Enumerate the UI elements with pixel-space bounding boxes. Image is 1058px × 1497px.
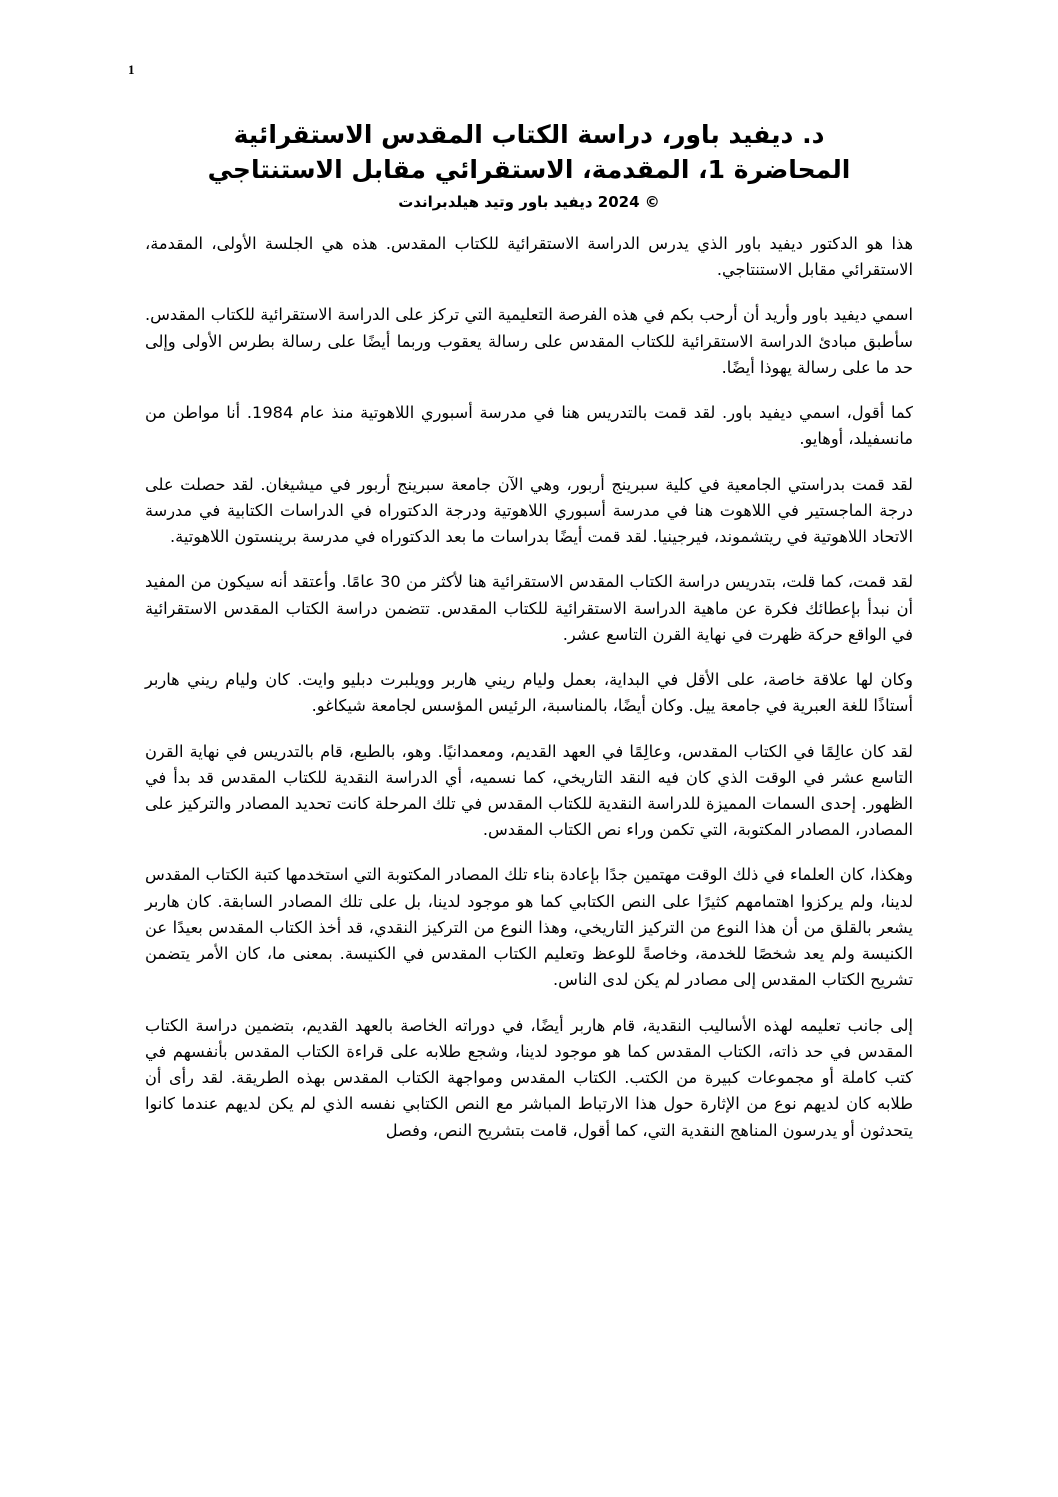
- page-number: 1: [128, 62, 135, 77]
- paragraph: إلى جانب تعليمه لهذه الأساليب النقدية، قام هاربر أيضًا، في دوراته الخاصة بالعهد القديم، بتضمين دراسة الكتاب المقدس في حد ذاته، الكتاب المقدس كما هو موجود لدينا، وشجع طلابه على قراءة الكتاب المقدس بأنفسهم في كتب كاملة أو مجموعات كبيرة من الكتب. الكتاب المقدس ومواجهة الكتاب المقدس بهذه الطريقة. لقد رأى أن طلابه كان لديهم نوع من الإثارة حول هذا الارتباط المباشر مع النص الكتابي نفسه الذي لم يكن لديهم عندما كانوا يتحدثون أو يدرسون المناهج النقدية التي، كما أقول، قامت بتشريح النص، وفصل: [145, 1015, 913, 1140]
- paragraph: وكان لها علاقة خاصة، على الأقل في البداية، بعمل وليام ريني هاربر وويلبرت دبليو وايت. كان وليام ريني هاربر أستاذًا للغة العبرية في جامعة ييل. وكان أيضًا، بالمناسبة، الرئيس المؤسس لجامعة شيكاغو.: [145, 670, 913, 716]
- paragraph: لقد كان عالِمًا في الكتاب المقدس، وعالِمًا في العهد القديم، ومعمدانيًا. وهو، بالطبع، قام بالتدريس في نهاية القرن التاسع عشر في الوقت الذي كان فيه النقد التاريخي، كما نسميه، أي الدراسة النقدية للكتاب المقدس قد بدأ في الظهور. إحدى السمات المميزة للدراسة النقدية للكتاب المقدس في تلك المرحلة كانت تحديد المصادر والتركيز على المصادر، المصادر المكتوبة، التي تكمن وراء نص الكتاب المقدس.: [145, 741, 913, 840]
- title-line-2: المحاضرة 1، المقدمة، الاستقرائي مقابل الاستنتاجي: [207, 154, 851, 184]
- copyright-line: © 2024 ديفيد باور وتيد هيلدبراندت: [398, 193, 660, 211]
- title-line-1: د. ديفيد باور، دراسة الكتاب المقدس الاستقرائية: [233, 120, 825, 149]
- paragraph: كما أقول، اسمي ديفيد باور. لقد قمت بالتدريس هنا في مدرسة أسبوري اللاهوتية منذ عام 1984. أنا مواطن من مانسفيلد، أوهايو.: [145, 403, 914, 449]
- paragraph: هذا هو الدكتور ديفيد باور الذي يدرس الدراسة الاستقرائية للكتاب المقدس. هذه هي الجلسة الأولى، المقدمة، الاستقرائي مقابل الاستنتاجي.: [145, 234, 913, 280]
- paragraph: وهكذا، كان العلماء في ذلك الوقت مهتمين جدًا بإعادة بناء تلك المصادر المكتوبة التي استخدمها كتبة الكتاب المقدس لدينا، ولم يركزوا اهتمامهم كثيرًا على النص الكتابي كما هو موجود لدينا، بل على تلك المصادر السابقة. كان هاربر يشعر بالقلق من أن هذا النوع من التركيز التاريخي، وهذا النوع من التركيز النقدي، قد أخذ الكتاب المقدس بعيدًا عن الكنيسة ولم يعد شخصًا للخدمة، وخاصةً للوعظ وتعليم الكتاب المقدس في الكنيسة. بمعنى ما، كان الأمر يتضمن تشريح الكتاب المقدس إلى مصادر لم يكن لدى الناس.: [145, 865, 913, 990]
- document-content: [145, 118, 913, 1144]
- paragraph: اسمي ديفيد باور وأريد أن أرحب بكم في هذه الفرصة التعليمية التي تركز على الدراسة الاستقرائية للكتاب المقدس. سأطبق مبادئ الدراسة الاستقرائية للكتاب المقدس على رسالة يعقوب وربما أيضًا على رسالة بطرس الأولى وإلى حد ما على رسالة يهوذا أيضًا.: [145, 305, 913, 377]
- paragraph: لقد قمت بدراستي الجامعية في كلية سبرينج أربور، وهي الآن جامعة سبرينج أربور في ميشيغان. لقد حصلت على درجة الماجستير في اللاهوت هنا في مدرسة أسبوري اللاهوتية ودرجة الدكتوراه في الدراسات الكتابية في مدرسة الاتحاد اللاهوتية في ريتشموند، فيرجينيا. لقد قمت أيضًا بدراسات ما بعد الدكتوراه في مدرسة برينستون اللاهوتية.: [145, 474, 913, 547]
- document-title: [145, 118, 913, 187]
- paragraph: لقد قمت، كما قلت، بتدريس دراسة الكتاب المقدس الاستقرائية هنا لأكثر من 30 عامًا. وأعتقد أنه سيكون من المفيد أن نبدأ بإعطائك فكرة عن ماهية الدراسة الاستقرائية للكتاب المقدس. تتضمن دراسة الكتاب المقدس الاستقرائية في الواقع حركة ظهرت في نهاية القرن التاسع عشر.: [145, 572, 913, 644]
